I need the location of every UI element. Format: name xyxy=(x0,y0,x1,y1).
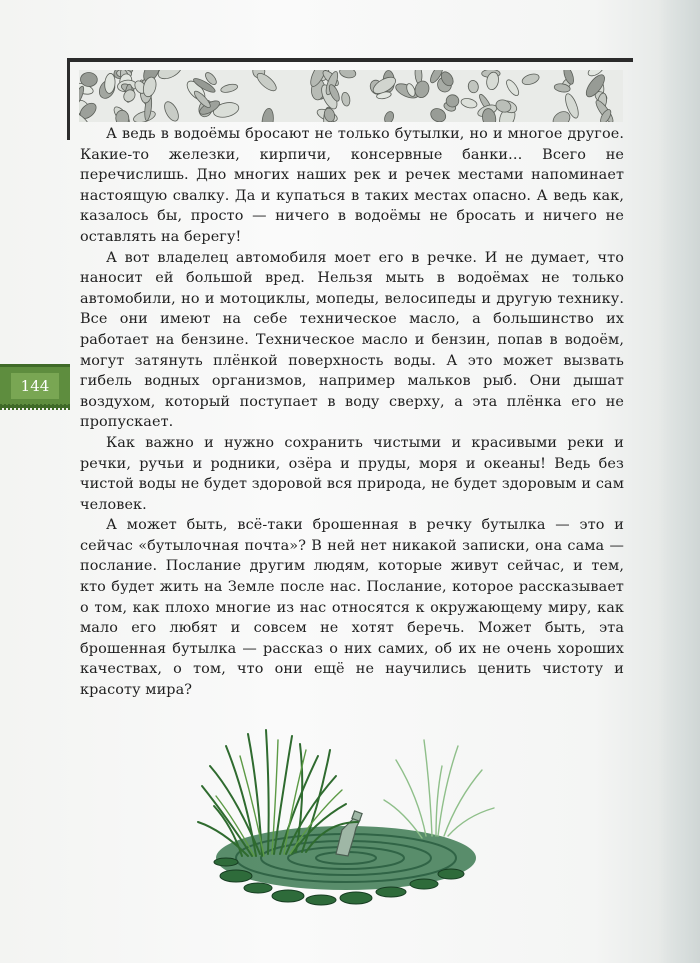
body-text xyxy=(80,124,624,701)
right-reeds xyxy=(384,740,494,838)
reeds-and-bottle-illustration xyxy=(196,726,496,912)
ornament-leaf xyxy=(446,95,459,108)
ornament-leaf xyxy=(80,72,98,87)
leaf-ornament-banner xyxy=(79,70,623,122)
page-edge-shadow xyxy=(658,0,700,963)
paragraph: А может быть, всё-таки брошенная в речку бутылка — это и сейчас «бутылочная почта»? В ней нет никакой записки, она сама — послание. Послание другим людям, которые живут сейчас, и тем, кто будет жить на Земле после нас. Послание, которое рассказывает о том, как плохо многие из нас относятся к окружающему миру, как мало его любят и совсем не хотят беречь. Может быть, эта брошенная бутылка — рассказ о них самих, об их не очень хороших качествах, о том, что они ещё не научились ценить чистоту и красоту мира? xyxy=(80,517,624,699)
header-rule xyxy=(67,58,633,62)
page-number-tab xyxy=(0,364,70,408)
paragraph: А ведь в водоёмы бросают не только бутылки, но и многое другое. Какие-то железки, кирпичи, консервные банки… Всего не перечислишь. Дно многих наших рек и речек местами напоминает настоящую свалку. Да и купаться в таких местах опасно. А ведь как, казалось бы, просто — ничего в водоёмы не бросать и ничего не оставлять на берегу! xyxy=(80,126,624,245)
header-side-rule xyxy=(67,58,70,140)
paragraph: А вот владелец автомобиля моет его в речке. И не думает, что наносит ей большой вред. Нельзя мыть в водоёмах не только автомобили, но и мотоциклы, мопеды, велосипеды и другую технику. Все они имеют на себе техническое масло, а большинство их работает на бензине. Техническое масло и бензин, попав в водоём, могут затянуть плёнкой поверхность воды. А это может вызвать гибель водных организмов, например мальков рыб. Они дышат воздухом, который поступает в воду сверху, а эта плёнка его не пропускает. xyxy=(80,249,624,431)
paragraph: Как важно и нужно сохранить чистыми и красивыми реки и речки, ручьи и родники, озёра и пруды, моря и океаны! Ведь без чистой воды не будет здоровой вся природа, не будет здоровым и сам человек. xyxy=(80,434,624,513)
page-tab-stripes xyxy=(0,404,70,410)
page-number: 144 xyxy=(11,373,60,399)
